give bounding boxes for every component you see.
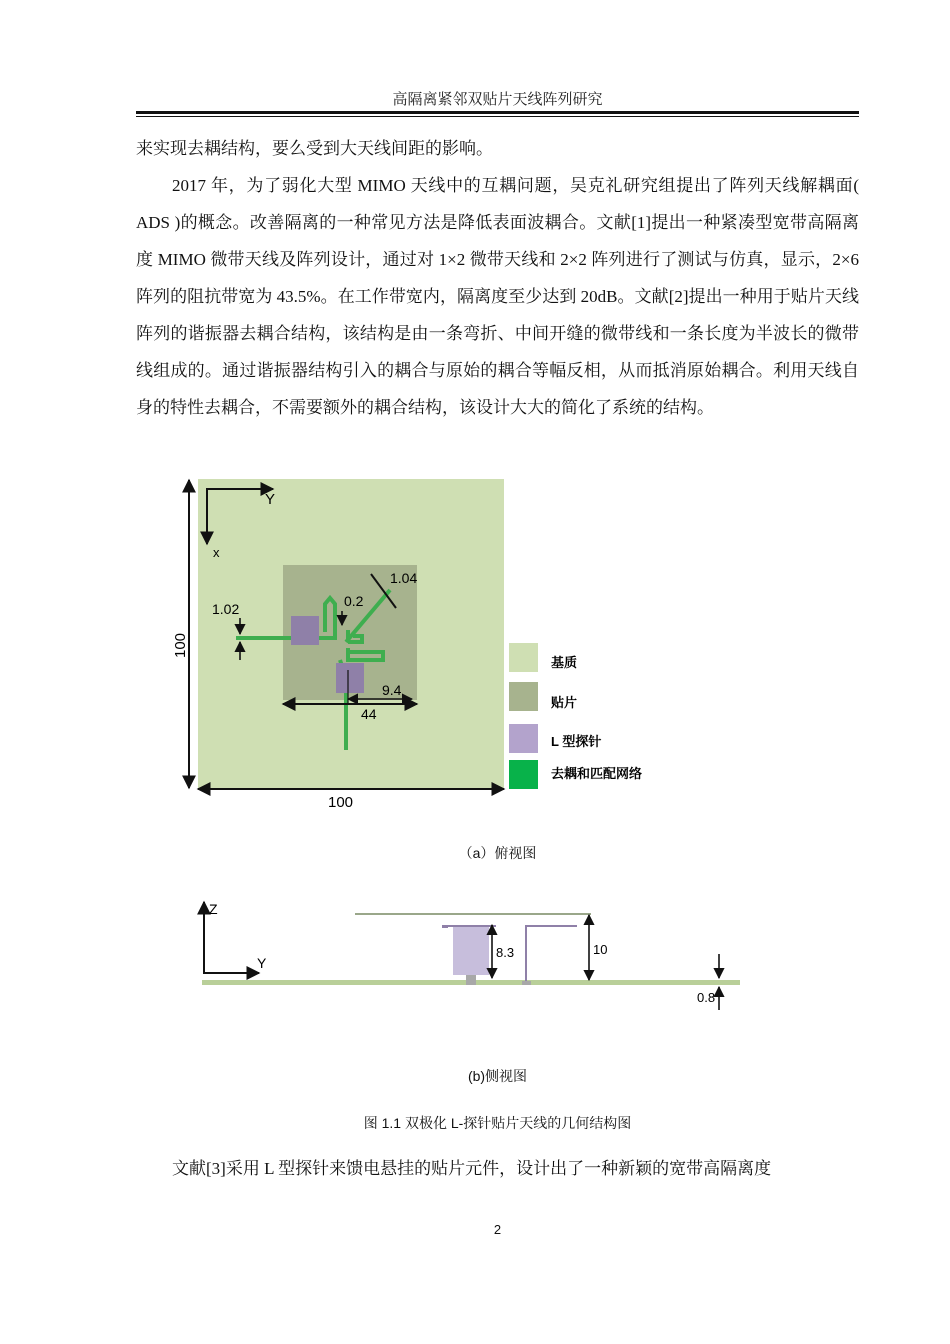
dim-label-patch-width: 44 xyxy=(361,706,377,722)
legend-label-patch: 贴片 xyxy=(551,695,578,710)
dim-label-9-4: 9.4 xyxy=(382,682,402,698)
paragraph-continuation: 来实现去耦结构，要么受到大天线间距的影响。 xyxy=(136,139,493,158)
l-probe-1 xyxy=(291,616,319,645)
caption-side-view: (b)侧视图 xyxy=(467,1068,528,1084)
running-header: 高隔离紧邻双贴片天线阵列研究 xyxy=(392,92,603,108)
legend-swatch-probe xyxy=(509,724,538,753)
dim-label-0-2: 0.2 xyxy=(344,593,364,609)
header-rule-thin xyxy=(136,116,859,117)
l-probe-2 xyxy=(336,663,364,693)
axis-label-y-side: Y xyxy=(257,955,267,971)
dim-label-0-8: 0.8 xyxy=(697,990,716,1005)
legend-label-probe: L 型探针 xyxy=(551,734,602,749)
dim-label-side-height: 100 xyxy=(172,632,189,658)
l-probe-side xyxy=(526,926,577,981)
axis-label-x: x xyxy=(213,545,220,560)
legend-swatch-substrate xyxy=(509,643,538,672)
dim-label-8-3: 8.3 xyxy=(496,945,515,960)
figure-top-view xyxy=(150,470,710,815)
dim-label-10: 10 xyxy=(593,942,608,957)
axis-label-z: Z xyxy=(209,901,218,917)
paragraph-ads: 2017 年，为了弱化大型 MIMO 天线中的互耦问题，吴克礼研究组提出了阵列天线解耦面( ADS )的概念。改善隔离的一种常见方法是降低表面波耦合。文献[1]提出一种紧凑型宽带高隔离度 MIMO 微带天线及阵列设计，通过对 1×2 微带天线和 2×2 阵列进行了测试与仿真，显示，2×6 阵列的阻抗带宽为 43.5%。在工作带宽内，隔离度至少达到 20dB。文献[2]提出一种用于贴片天线阵列的谐振器去耦合结构，该结构是由一条弯折、中间开缝的微带线和一条长度为半波长的微带线组成的。通过谐振器结构引入的耦合与原始的耦合等幅反相，从而抵消原始耦合。利用天线自身的特性去耦合，不需要额外的耦合结构，该设计大大的简化了系统的结构。 xyxy=(136,176,859,417)
figure-caption: 图 1.1 双极化 L-探针贴片天线的几何结构图 xyxy=(363,1115,632,1131)
probe-block xyxy=(453,925,489,975)
paragraph-reference-3: 文献[3]采用 L 型探针来馈电悬挂的贴片元件，设计出了一种新颖的宽带高隔离度 xyxy=(172,1159,772,1178)
legend-swatch-patch xyxy=(509,682,538,711)
figure-side-view xyxy=(195,898,755,1013)
dim-label-1-04: 1.04 xyxy=(390,570,418,586)
legend-swatch-network xyxy=(509,760,538,789)
l-probe-feed xyxy=(522,981,531,985)
header-rule-thick xyxy=(136,111,859,114)
suspended-patch-line xyxy=(355,913,591,915)
probe-feed xyxy=(466,975,476,985)
legend-label-network: 去耦和匹配网络 xyxy=(551,766,643,781)
dim-label-1-02: 1.02 xyxy=(212,601,240,617)
caption-top-view: （a）俯视图 xyxy=(458,845,537,861)
figure-legend xyxy=(509,643,642,789)
page-number: 2 xyxy=(493,1222,502,1237)
dim-label-bottom-width: 100 xyxy=(328,794,354,811)
legend-label-substrate: 基质 xyxy=(551,655,578,670)
axis-label-y: Y xyxy=(265,491,276,508)
